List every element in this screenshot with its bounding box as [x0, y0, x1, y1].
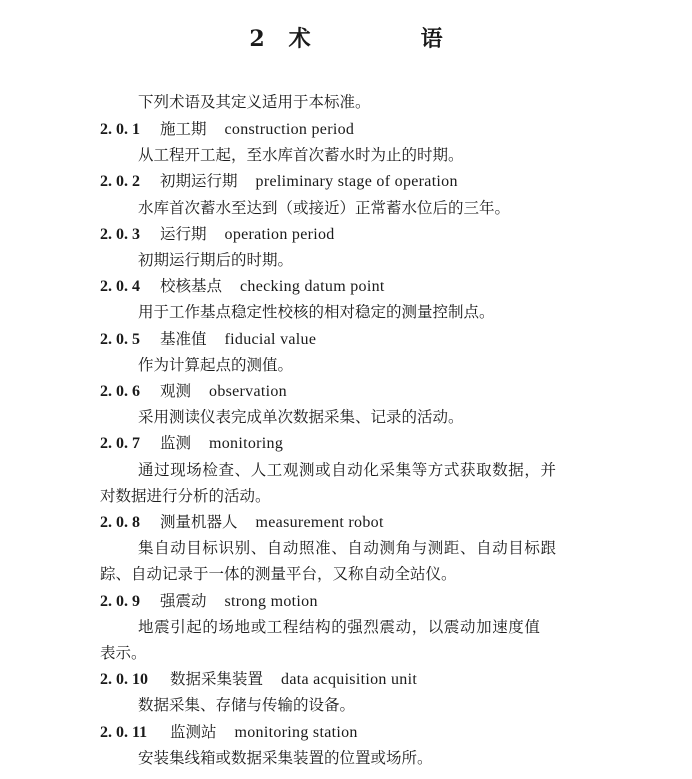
term-chinese: 观测: [160, 382, 192, 400]
term-number: 2. 0. 1: [100, 121, 140, 138]
term-chinese: 施工期: [160, 120, 207, 138]
term-number: 2. 0. 9: [100, 593, 140, 610]
term-heading: [100, 433, 283, 454]
term-number: 2. 0. 11: [100, 724, 148, 741]
term-english: preliminary stage of operation: [255, 173, 458, 190]
term-chinese: 监测站: [170, 723, 217, 741]
term-definition: 地震引起的场地或工程结构的强烈震动，以震动加速度值: [138, 618, 541, 636]
term-chinese: 测量机器人: [160, 513, 238, 531]
term-chinese: 校核基点: [160, 277, 223, 295]
term-english: operation period: [224, 226, 335, 243]
term-number: 2. 0. 7: [100, 435, 140, 452]
term-chinese: 初期运行期: [160, 172, 238, 190]
term-number: 2. 0. 6: [100, 383, 140, 400]
term-heading: [100, 329, 316, 350]
term-heading: [100, 171, 458, 192]
term-definition: 从工程开工起，至水库首次蓄水时为止的时期。: [138, 146, 464, 164]
term-heading: [100, 381, 287, 402]
chapter-heading: [0, 22, 692, 53]
term-definition: 采用测读仪表完成单次数据采集、记录的活动。: [138, 408, 464, 426]
term-definition: 集自动目标识别、自动照准、自动测角与测距、自动目标跟: [138, 539, 557, 557]
term-heading: [100, 276, 385, 297]
term-definition: 作为计算起点的测值。: [138, 356, 294, 374]
term-definition: 水库首次蓄水至达到（或接近）正常蓄水位后的三年。: [138, 199, 511, 217]
term-english: monitoring: [209, 435, 284, 452]
term-definition: 数据采集、存储与传输的设备。: [138, 696, 356, 714]
term-english: construction period: [224, 121, 355, 138]
term-number: 2. 0. 4: [100, 278, 140, 295]
term-definition-continued: 对数据进行分析的活动。: [100, 487, 271, 505]
term-heading: [100, 722, 358, 743]
term-number: 2. 0. 10: [100, 671, 148, 688]
term-number: 2. 0. 3: [100, 226, 140, 243]
intro-paragraph: 下列术语及其定义适用于本标准。: [138, 93, 371, 111]
term-heading: [100, 591, 318, 612]
term-number: 2. 0. 8: [100, 514, 140, 531]
term-english: fiducial value: [224, 331, 317, 348]
term-definition-continued: 踪、自动记录于一体的测量平台，又称自动全站仪。: [100, 565, 457, 583]
term-definition: 用于工作基点稳定性校核的相对稳定的测量控制点。: [138, 303, 495, 321]
term-chinese: 运行期: [160, 225, 207, 243]
chapter-title: 术 语: [288, 26, 487, 52]
term-english: data acquisition unit: [281, 671, 418, 688]
term-heading: [100, 119, 354, 140]
chapter-number: 2: [249, 26, 267, 52]
term-english: monitoring station: [234, 724, 358, 741]
term-chinese: 监测: [160, 434, 192, 452]
term-english: checking datum point: [240, 278, 385, 295]
term-english: strong motion: [224, 593, 318, 610]
term-definition: 初期运行期后的时期。: [138, 251, 294, 269]
term-heading: [100, 669, 417, 690]
term-definition: 安装集线箱或数据采集装置的位置或场所。: [138, 749, 433, 767]
term-heading: [100, 224, 335, 245]
term-chinese: 基准值: [160, 330, 207, 348]
term-number: 2. 0. 5: [100, 331, 140, 348]
term-definition: 通过现场检查、人工观测或自动化采集等方式获取数据，并: [138, 461, 557, 479]
term-number: 2. 0. 2: [100, 173, 140, 190]
term-heading: [100, 512, 384, 533]
term-definition-continued: 表示。: [100, 644, 147, 662]
term-english: measurement robot: [255, 514, 384, 531]
term-english: observation: [209, 383, 287, 400]
term-chinese: 数据采集装置: [170, 670, 264, 688]
term-chinese: 强震动: [160, 592, 207, 610]
